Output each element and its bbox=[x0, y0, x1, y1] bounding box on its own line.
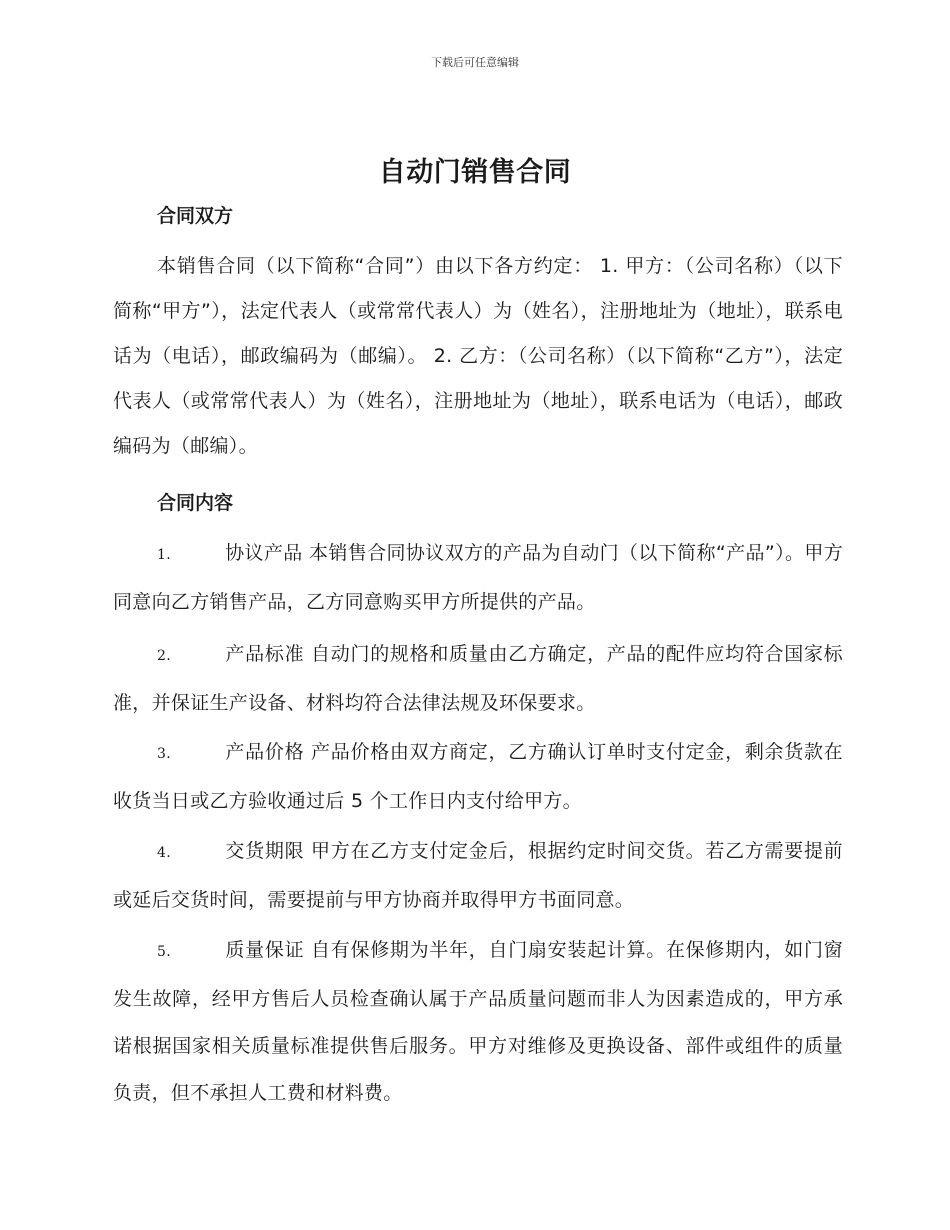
clause-number: 5. bbox=[157, 944, 171, 960]
clause-number: 1. bbox=[157, 547, 171, 563]
header-note: 下载后可任意编辑 bbox=[431, 56, 519, 69]
section-heading-parties: 合同双方 bbox=[157, 205, 234, 227]
clause-text: 产品价格 产品价格由双方商定，乙方确认订单时支付定金，剩余货款在收货当日或乙方验收通过后 5 个工作日内支付给甲方。 bbox=[113, 741, 843, 812]
clause-item bbox=[113, 927, 843, 1117]
clause-number: 4. bbox=[157, 845, 171, 861]
clause-text: 质量保证 自有保修期为半年，自门扇安装起计算。在保修期内，如门窗发生故障，经甲方售后人员检查确认属于产品质量问题而非人为因素造成的，甲方承诺根据国家相关质量标准提供售后服务。甲方对维修及更换设备、部件或组件的质量负责，但不承担人工费和材料费。 bbox=[113, 939, 843, 1104]
parties-paragraph: 本销售合同（以下简称“合同”）由以下各方约定： 1. 甲方：（公司名称）（以下简称“甲方”），法定代表人（或常常代表人）为（姓名），注册地址为（地址），联系电话为（电话），邮政编码为（邮编）。 2. 乙方：（公司名称）（以下简称“乙方”），法定代表人（或常常代表人）为（姓名），注册地址为（地址），联系电话为（电话），邮政编码为（邮编）。 bbox=[113, 255, 843, 457]
clause-text: 协议产品 本销售合同协议双方的产品为自动门（以下简称“产品”）。甲方同意向乙方销售产品，乙方同意购买甲方所提供的产品。 bbox=[113, 542, 843, 613]
clause-number: 2. bbox=[157, 648, 171, 664]
clause-item bbox=[113, 828, 843, 924]
clause-number: 3. bbox=[157, 746, 171, 762]
section-heading-content: 合同内容 bbox=[157, 492, 234, 514]
clause-item bbox=[113, 530, 843, 626]
clause-item bbox=[113, 631, 843, 727]
clause-text: 交货期限 甲方在乙方支付定金后，根据约定时间交货。若乙方需要提前或延后交货时间，需要提前与甲方协商并取得甲方书面同意。 bbox=[113, 840, 843, 911]
clause-text: 产品标准 自动门的规格和质量由乙方确定，产品的配件应均符合国家标准，并保证生产设备、材料均符合法律法规及环保要求。 bbox=[113, 643, 843, 714]
clause-item bbox=[113, 729, 843, 825]
document-title: 自动门销售合同 bbox=[378, 157, 572, 188]
